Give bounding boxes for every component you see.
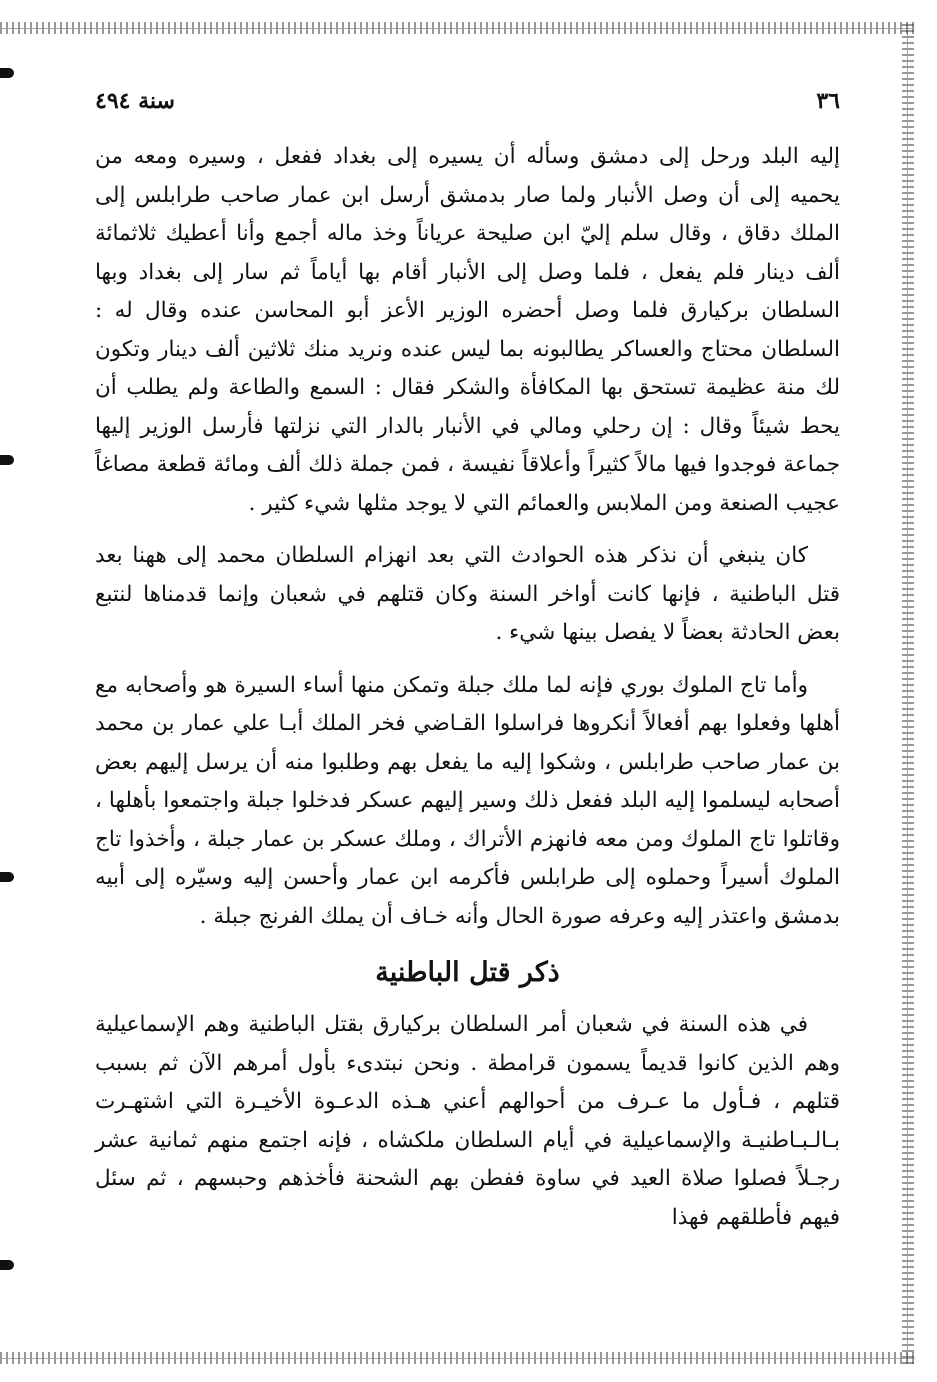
running-head-year: سنة ٤٩٤ <box>95 88 175 114</box>
page-number: ٣٦ <box>816 88 840 114</box>
paragraph: إليه البلد ورحل إلى دمشق وسأله أن يسيره إلى بغداد ففعل ، وسيره ومعه من يحميه إلى أن وصل الأنبار ولما صار بدمشق أرسل ابن عمار صاحب طرابلس إلى الملك دقاق ، وقال سلم إليّ ابن صليحة عرياناً وخذ ماله أجمع وأنا أعطيك ثلاثمائة ألف دينار فلم يفعل ، فلما وصل إلى الأنبار أقام بها أياماً ثم سار إلى بغداد وبها السلطان بركيارق فلما وصل أحضره الوزير الأعز أبو المحاسن عنده وقال له : السلطان محتاج والعساكر يطالبونه بما ليس عنده ونريد منك ثلاثين ألف دينار وتكون لك منة عظيمة تستحق بها المكافأة والشكر فقال : السمع والطاعة ولم يطلب أن يحط شيئاً وقال : إن رحلي ومالي في الأنبار بالدار التي نزلتها فأرسل الوزير إليها جماعة فوجدوا فيها مالاً كثيراً وأعلاقاً نفيسة ، فمن جملة ذلك ألف ومائة قطعة مصاغاً عجيب الصنعة ومن الملابس والعمائم التي لا يوجد مثلها شيء كثير . <box>95 144 840 516</box>
binding-mark <box>0 1260 14 1270</box>
binding-mark <box>0 68 14 78</box>
paragraph: في هذه السنة في شعبان أمر السلطان بركيارق بقتل الباطنية وهم الإسماعيلية وهم الذين كانوا قديماً يسمون قرامطة . ونحن نبتدىء بأول أمرهم الآن ثم بسبب قتلهم ، فـأول ما عـرف من أحوالهم أعني هـذه الدعـوة الأخيـرة التي اشتهـرت بـالـبـاطنيـة والإسماعيلية في أيام السلطان ملكشاه ، فإنه اجتمع منهم ثمانية عشر رجـلاً فصلوا صلاة العيد في ساوة ففطن بهم الشحنة فأخذهم وحبسهم ، ثم سئل فيهم فأطلقهم فهذا <box>95 1012 840 1230</box>
page-border-right <box>902 22 914 1364</box>
section-heading: ذكر قتل الباطنية <box>375 957 560 988</box>
page-body <box>95 138 840 1237</box>
page-header <box>95 88 840 118</box>
binding-mark <box>0 872 14 882</box>
paragraph: كان ينبغي أن نذكر هذه الحوادث التي بعد انهزام السلطان محمد إلى ههنا بعد قتل الباطنية ، فإنها كانت أواخر السنة وكان قتلهم في شعبان وإنما قدمناها لنتبع بعض الحادثة بعضاً لا يفصل بينها شيء . <box>95 543 840 645</box>
binding-mark <box>0 455 14 465</box>
page-border-top <box>0 22 915 34</box>
page-border-bottom <box>0 1352 915 1364</box>
paragraph: وأما تاج الملوك بوري فإنه لما ملك جبلة وتمكن منها أساء السيرة هو وأصحابه مع أهلها وفعلوا بهم أفعالاً أنكروها فراسلوا القـاضي فخر الملك أبـا علي عمار بن محمد بن عمار صاحب طرابلس ، وشكوا إليه ما يفعل بهم وطلبوا منه أن يرسل إليهم بعض أصحابه ليسلموا إليه البلد ففعل ذلك وسير إليهم عسكر فدخلوا جبلة واجتمعوا بأهلها ، وقاتلوا تاج الملوك ومن معه فانهزم الأتراك ، وملك عسكر بن عمار جبلة ، وأخذوا تاج الملوك أسيراً وحملوه إلى طرابلس فأكرمه ابن عمار وأحسن إليه وسيّره إلى أبيه بدمشق واعتذر إليه وعرفه صورة الحال وأنه خـاف أن يملك الفرنج جبلة . <box>95 672 840 929</box>
